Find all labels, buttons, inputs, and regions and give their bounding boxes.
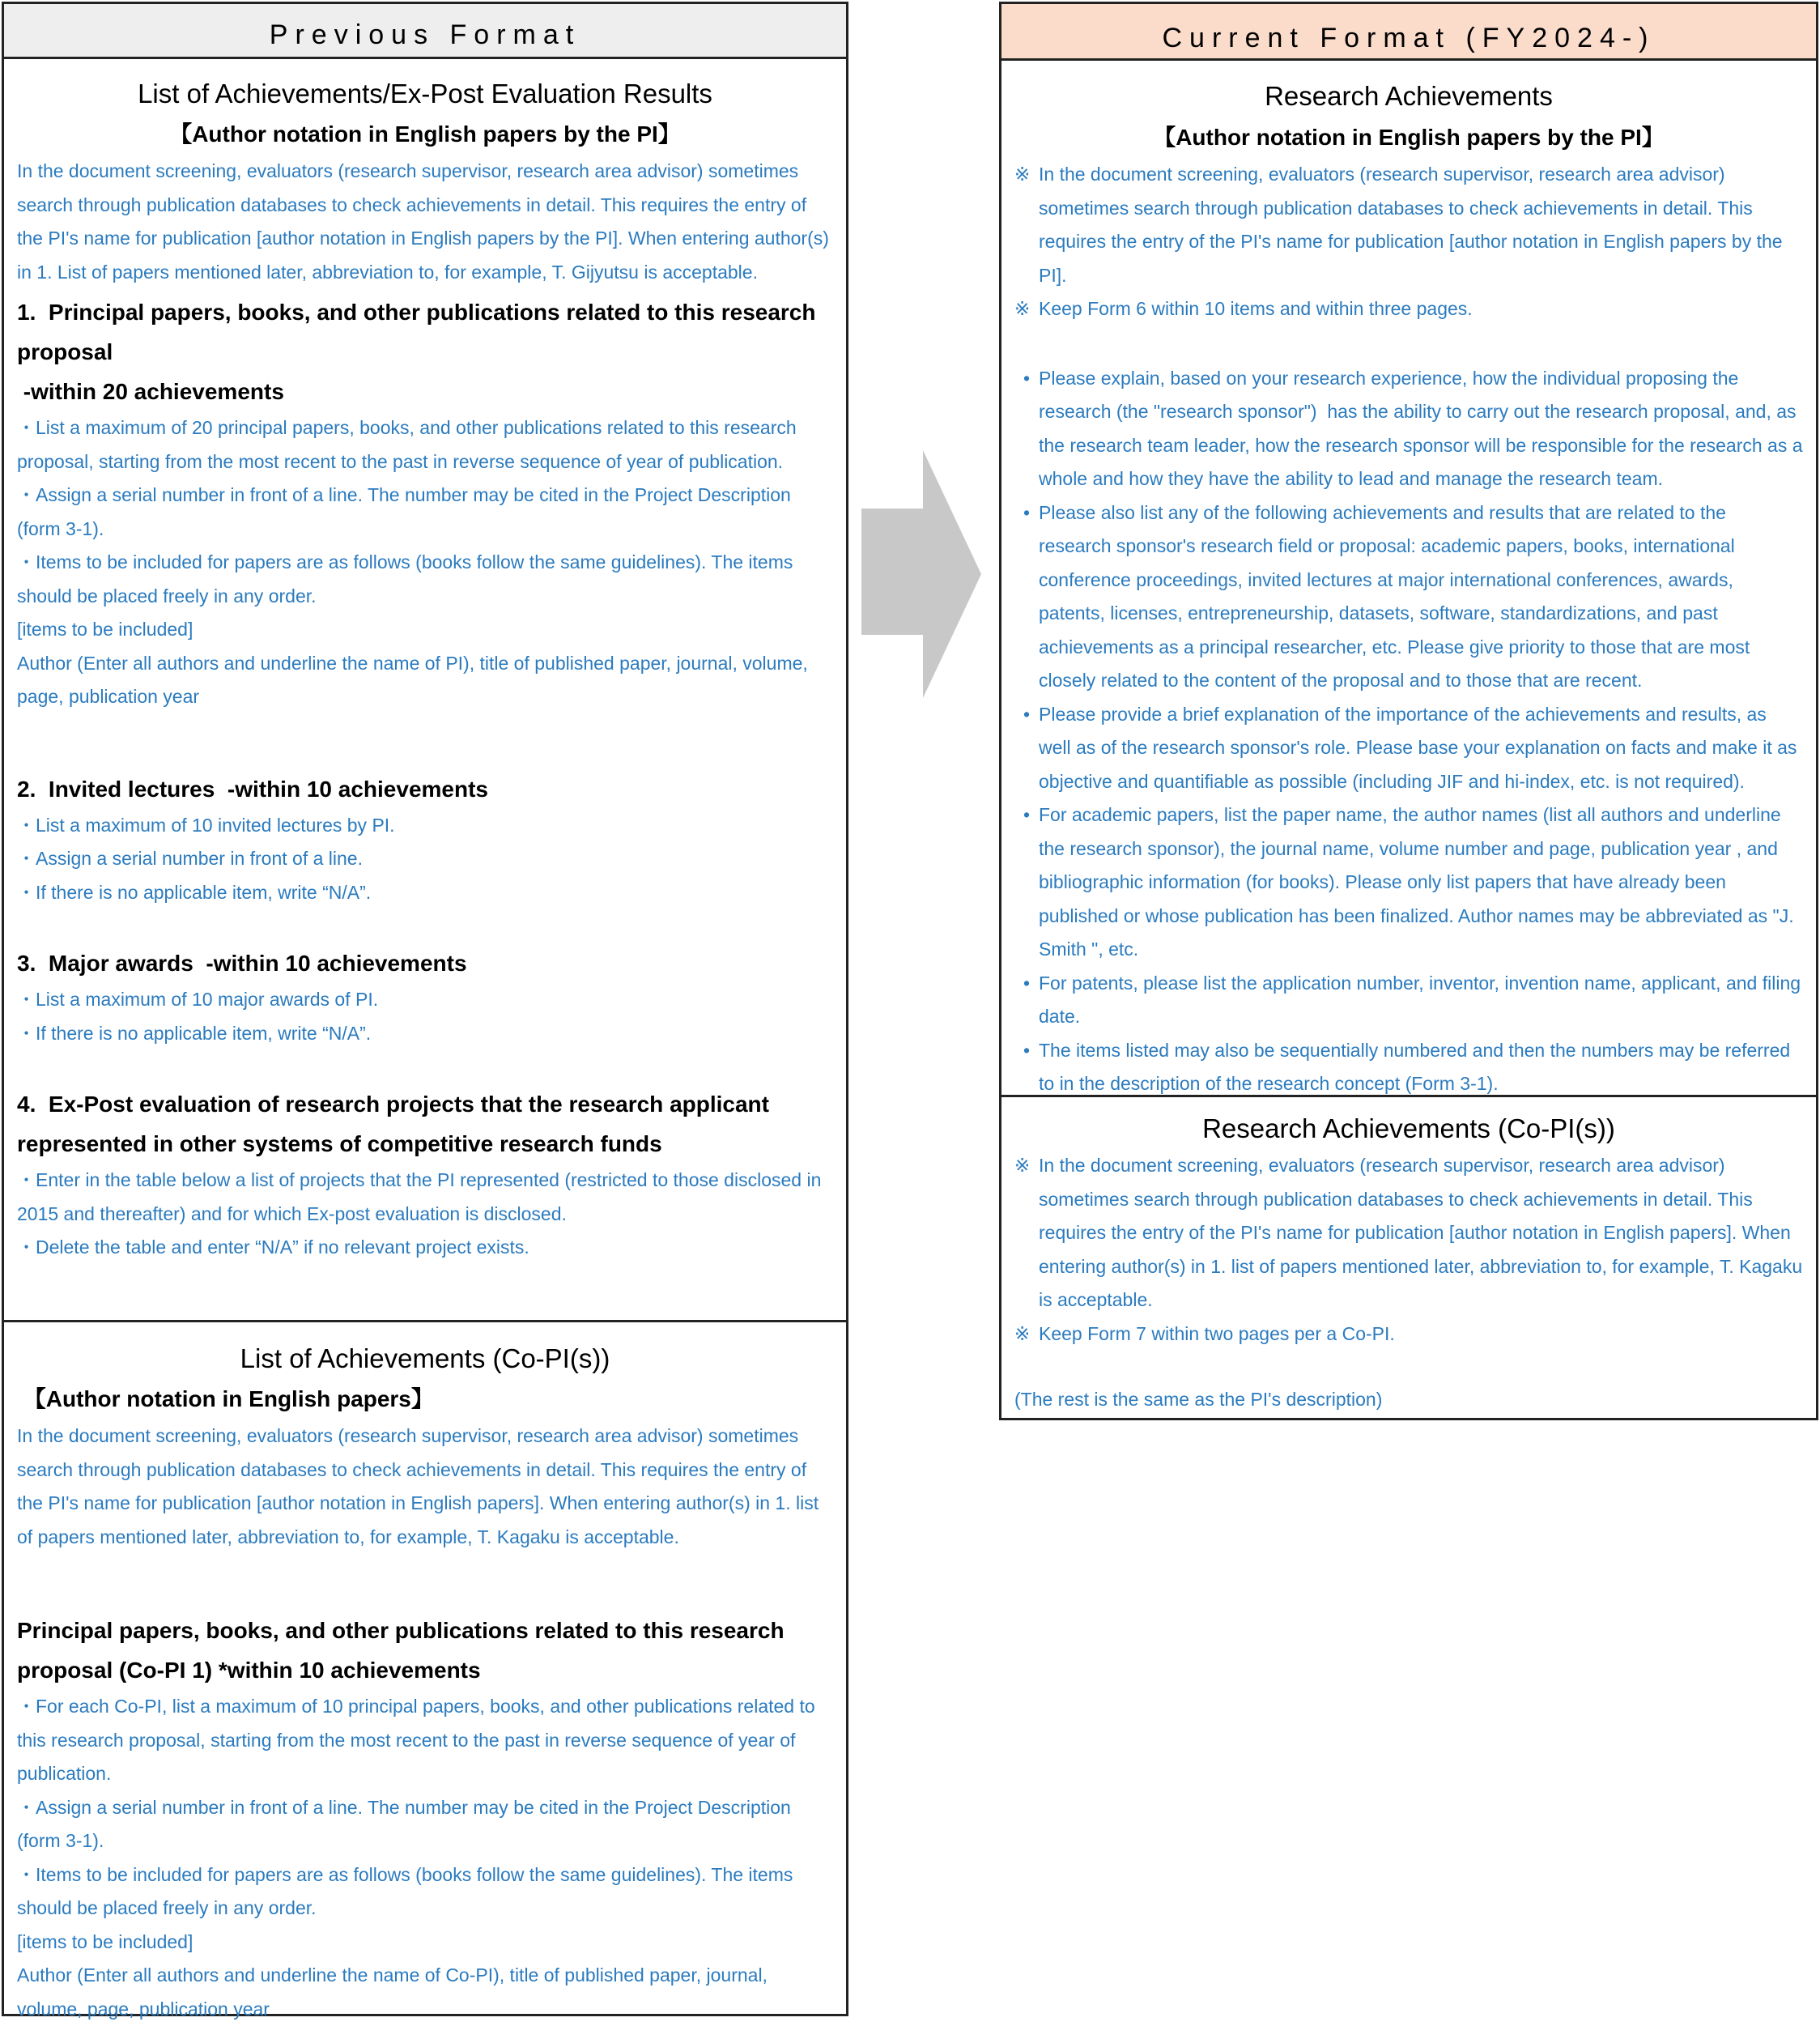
current-bullet-row xyxy=(1014,496,1803,698)
current-section1-bullet: For patents, please list the application number, inventor, invention name, applicant, and filing date. xyxy=(1039,972,1801,1027)
current-format-panel xyxy=(999,2,1818,1420)
current-section2-note: In the document screening, evaluators (research supervisor, research area advisor) sometimes search through publication databases to check achievements in detail. This requires the entry of the PI's name for publication [author notation in English papers]. When entering author(s) in 1. list of papers mentioned later, abbreviation to, for example, T. Kagaku is acceptable. xyxy=(1039,1155,1803,1310)
previous-achievements-section xyxy=(4,59,846,1322)
bullet-icon: • xyxy=(1023,972,1031,994)
previous-item1-line: ・List a maximum of 20 principal papers, books, and other publications related to this research proposal, starting from the most recent to the past in reverse sequence of year of publication. xyxy=(17,417,797,472)
current-bullet-row xyxy=(1014,698,1803,799)
reference-mark-icon: ※ xyxy=(1014,1155,1031,1176)
bullet-icon: • xyxy=(1023,501,1031,523)
current-section1-bullet: For academic papers, list the paper name, the author names (list all authors and underline the research sponsor), the journal name, volume number and page, publication year , and bibliographic information (for books). Please only list papers that have already been published or whose publication has been finalized. Author names may be abbreviated as "J. Smith ", etc. xyxy=(1039,804,1794,960)
current-section1-note: Keep Form 6 within 10 items and within three pages. xyxy=(1039,298,1473,319)
previous-section2-line: ・For each Co-PI, list a maximum of 10 principal papers, books, and other publications related to this research proposal, starting from the most recent to the past in reverse sequence of year of publication. xyxy=(17,1696,815,1784)
reference-mark-icon: ※ xyxy=(1014,164,1031,185)
previous-copi-section xyxy=(4,1322,846,2026)
previous-item4-heading: 4. Ex-Post evaluation of research projects that the research applicant represented in other systems of competitive research funds xyxy=(17,1092,769,1156)
current-section1-bullet: Please explain, based on your research experience, how the individual proposing the research (the "research sponsor") has the ability to carry out the research proposal, and, as the research team leader, how the research sponsor will be responsible for the research as a whole and how they have the ability to lead and manage the research team. xyxy=(1039,367,1803,489)
current-section1-bullet: The items listed may also be sequentially numbered and then the numbers may be referred to in the description of the research concept (Form 3-1). xyxy=(1039,1039,1791,1094)
current-note-row xyxy=(1014,292,1803,326)
previous-item3-line: ・List a maximum of 10 major awards of PI. xyxy=(17,989,379,1010)
previous-section1-intro: In the document screening, evaluators (research supervisor, research area advisor) sometimes search through publication databases to check achievements in detail. This requires the entry of the PI's name for publication [author notation in English papers by the PI]. When entering author(s) in 1. List of papers mentioned later, abbreviation to, for example, T. Gijyutsu is acceptable. xyxy=(17,160,829,283)
current-section1-title: Research Achievements xyxy=(1265,81,1553,111)
previous-section2-title: List of Achievements (Co-PI(s)) xyxy=(240,1343,610,1373)
previous-item2-line: ・If there is no applicable item, write “N/A”. xyxy=(17,881,372,903)
previous-item1-line: ・Assign a serial number in front of a line. The number may be cited in the Project Description (form 3-1). xyxy=(17,484,791,539)
right-arrow-icon xyxy=(861,450,991,698)
current-section2-title: Research Achievements (Co-PI(s)) xyxy=(1202,1113,1615,1143)
current-section1-note: In the document screening, evaluators (research supervisor, research area advisor) sometimes search through publication databases to check achievements in detail. This requires the entry of the PI's name for publication [author notation in English papers by the PI]. xyxy=(1039,164,1783,286)
previous-section1-title: List of Achievements/Ex-Post Evaluation Results xyxy=(138,79,712,109)
reference-mark-icon: ※ xyxy=(1014,298,1031,319)
previous-item3-line: ・If there is no applicable item, write “N/A”. xyxy=(17,1022,372,1044)
previous-format-header: Previous Format xyxy=(4,4,846,59)
previous-section2-intro: In the document screening, evaluators (research supervisor, research area advisor) sometimes search through publication databases to check achievements in detail. This requires the entry of the PI's name for publication [author notation in English papers]. When entering author(s) in 1. list of papers mentioned later, abbreviation to, for example, T. Kagaku is acceptable. xyxy=(17,1425,819,1547)
reference-mark-icon: ※ xyxy=(1014,1322,1031,1344)
previous-section2-line: Author (Enter all authors and underline the name of Co-PI), title of published paper, journal, volume, page, publication year xyxy=(17,1964,768,2020)
previous-item3-heading: 3. Major awards -within 10 achievements xyxy=(17,951,467,976)
current-section1-bullet: Please provide a brief explanation of the importance of the achievements and results, as well as of the research sponsor's role. Please base your explanation on facts and make it as objective and quantifiable as possible (including JIF and hi-index, etc. is not required). xyxy=(1039,703,1797,792)
previous-section2-subhead: 【Author notation in English papers】 xyxy=(17,1386,434,1411)
previous-item2-heading: 2. Invited lectures -within 10 achievements xyxy=(17,776,488,802)
previous-format-panel xyxy=(2,2,848,2020)
current-achievements-section xyxy=(1001,61,1816,1097)
current-bullet-row xyxy=(1014,362,1803,496)
previous-section1-subhead: 【Author notation in English papers by the PI】 xyxy=(169,121,681,147)
current-format-header: Current Format (FY2024-) xyxy=(1001,4,1816,61)
previous-section2-line: [items to be included] xyxy=(17,1930,193,1952)
current-section2-note: Keep Form 7 within two pages per a Co-PI. xyxy=(1039,1322,1395,1344)
current-bullet-row xyxy=(1014,1034,1803,1101)
current-bullet-row xyxy=(1014,967,1803,1034)
previous-item4-line: ・Delete the table and enter “N/A” if no relevant project exists. xyxy=(17,1236,529,1258)
previous-item1-sub: -within 20 achievements xyxy=(17,379,284,404)
previous-section2-line: ・Items to be included for papers are as follows (books follow the same guidelines). The items should be placed freely in any order. xyxy=(17,1863,793,1918)
current-note-row xyxy=(1014,1317,1803,1351)
bullet-icon: • xyxy=(1023,367,1031,389)
previous-section2-heading: Principal papers, books, and other publications related to this research proposal (Co-PI 1) *within 10 achievements xyxy=(17,1618,785,1683)
previous-item4-line: ・Enter in the table below a list of projects that the PI represented (restricted to those disclosed in 2015 and thereafter) and for which Ex-post evaluation is disclosed. xyxy=(17,1169,822,1224)
current-section1-subhead: 【Author notation in English papers by the PI】 xyxy=(1153,125,1665,150)
bullet-icon: • xyxy=(1023,804,1031,825)
current-bullet-row xyxy=(1014,798,1803,967)
bullet-icon: • xyxy=(1023,1039,1031,1061)
previous-section2-line: ・Assign a serial number in front of a line. The number may be cited in the Project Description (form 3-1). xyxy=(17,1796,791,1851)
previous-item1-line: ・Items to be included for papers are as follows (books follow the same guidelines). The items should be placed freely in any order. xyxy=(17,551,793,607)
current-section2-footer: (The rest is the same as the PI's description) xyxy=(1014,1389,1383,1410)
previous-item2-line: ・List a maximum of 10 invited lectures by PI. xyxy=(17,814,395,836)
current-copi-section xyxy=(1001,1097,1816,1417)
previous-item1-line: Author (Enter all authors and underline the name of PI), title of published paper, journal, volume, page, publication year xyxy=(17,652,808,707)
previous-item2-line: ・Assign a serial number in front of a line. xyxy=(17,848,363,869)
current-note-row xyxy=(1014,1149,1803,1317)
previous-item1-line: [items to be included] xyxy=(17,619,193,640)
bullet-icon: • xyxy=(1023,703,1031,725)
current-section1-bullet: Please also list any of the following achievements and results that are related to the research sponsor's research field or proposal: academic papers, books, international conference proceedings, invited lectures at major international conferences, awards, patents, licenses, entrepreneurship, datasets, software, standardizations, and past achievements as a principal researcher, etc. Please give priority to those that are most closely related to the content of the proposal and to those that are recent. xyxy=(1039,501,1750,691)
current-note-row xyxy=(1014,158,1803,292)
previous-item1-heading: 1. Principal papers, books, and other publications related to this research proposal xyxy=(17,300,816,364)
